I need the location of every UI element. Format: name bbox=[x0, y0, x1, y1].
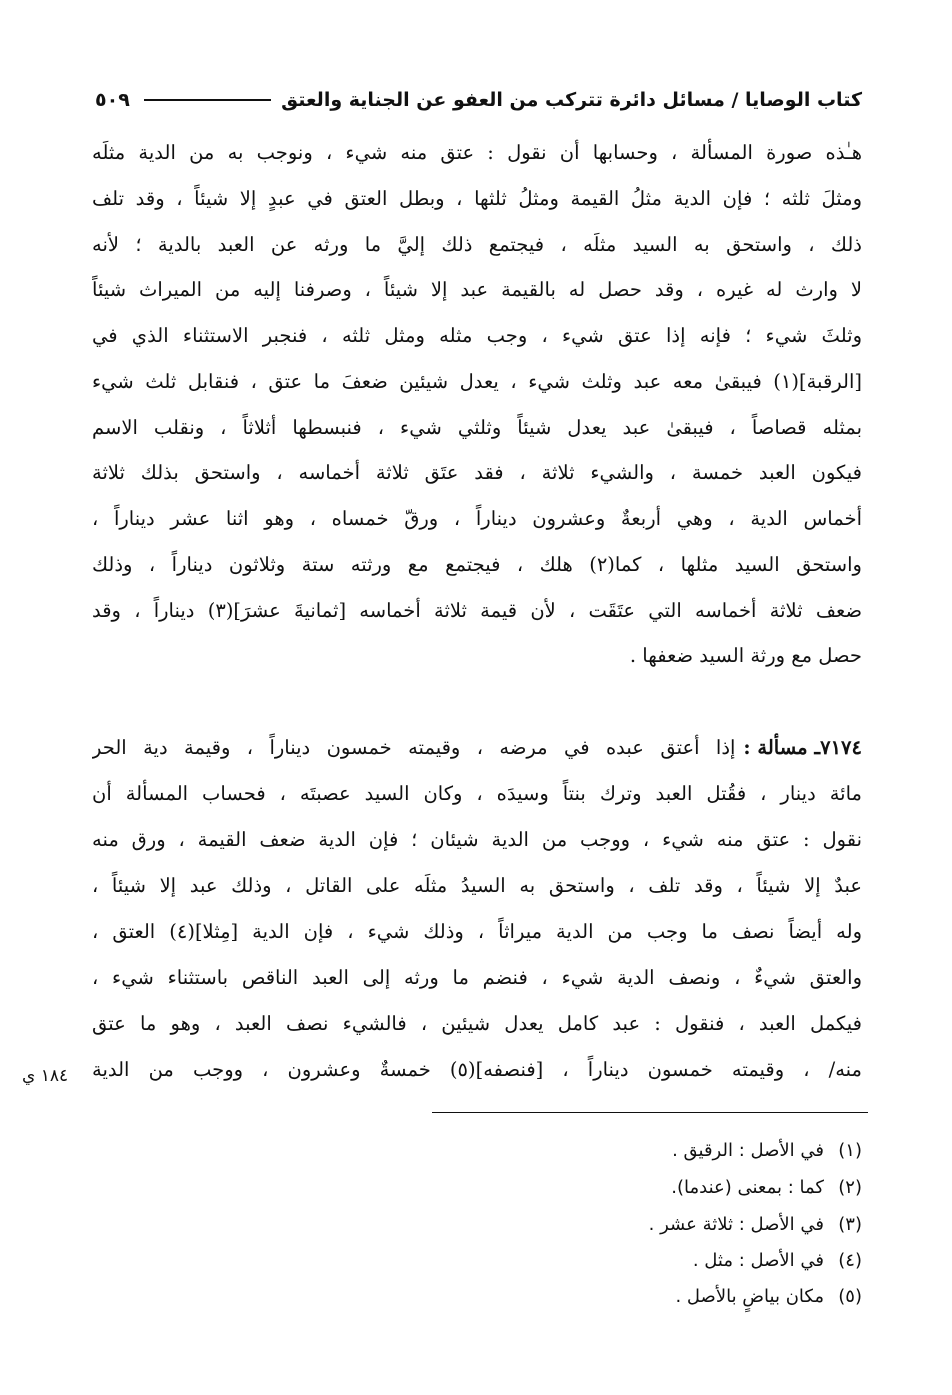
text-line: منه/ ، وقيمته خمسون ديناراً ، [فنصفه](٥) خمسةٌ وعشرون ، ووجب من الدية bbox=[92, 1058, 862, 1081]
text-line: نقول : عتق منه شيء ، ووجب من الدية شيئان ؛ فإن الدية ضعف القيمة ، ورق منه bbox=[92, 828, 862, 851]
footnote-divider bbox=[432, 1112, 868, 1113]
text-line: ومثلَ ثلثه ؛ فإن الدية مثلُ القيمة ومثلُ ثلثها ، وبطل العتق في عبدٍ إلا شيئاً ، وقد تلف bbox=[92, 187, 862, 210]
text-line: لا وارث له غيره ، وقد حصل له بالقيمة عبد إلا شيئاً ، وصرفنا إليه من الميراث شيئاً bbox=[92, 278, 862, 301]
header-rule bbox=[144, 99, 271, 101]
footnote-number: (٢) bbox=[838, 1177, 862, 1198]
page-number: ٥٠٩ bbox=[95, 89, 130, 111]
text-line bbox=[92, 733, 862, 763]
text-line: واستحق السيد مثلها ، كما(٢) هلك ، فيجتمع مع ورثته ستة وثلاثون ديناراً ، وذلك bbox=[92, 553, 862, 576]
footnote-text: في الأصل : ثلاثة عشر . bbox=[648, 1214, 824, 1235]
footnote-number: (١) bbox=[838, 1140, 862, 1161]
section-first-line: إذا أعتق عبده في مرضه ، وقيمته خمسون ديناراً ، وقيمة دية الحر bbox=[92, 736, 736, 759]
text-line: [الرقبة](١) فيبقىٰ معه عبد وثلث شيء ، يعدل شيئين ضعفَ ما عتق ، فنقابل ثلث شيء bbox=[92, 370, 862, 393]
text-line: ضعف ثلاثة أخماسه التي عتَقَت ، لأن قيمة ثلاثة أخماسه [ثمانيةَ عشرَ](٣) ديناراً ، وقد bbox=[92, 599, 862, 622]
section-number: ٧١٧٤ـ مسألة : bbox=[743, 736, 862, 759]
text-line: فيكون العبد خمسة ، والشيء ثلاثة ، فقد عتَق ثلاثة أخماسه ، واستحق بذلك ثلاثة bbox=[92, 461, 862, 484]
text-line: عبدٌ إلا شيئاً ، وقد تلف ، واستحق به السيدُ مثلَه على القاتل ، وذلك عبد إلا شيئاً ، bbox=[92, 874, 862, 897]
footnote-text: في الأصل : مثل . bbox=[692, 1250, 824, 1271]
text-line: ذلك ، واستحق به السيد مثلَه ، فيجتمع ذلك إليَّ ما ورثه عن العبد بالدية ؛ لأنه bbox=[92, 233, 862, 256]
footnote bbox=[649, 1210, 862, 1240]
footnote bbox=[675, 1282, 862, 1312]
footnote-number: (٥) bbox=[838, 1286, 862, 1307]
text-line: مائة دينار ، فقُتل العبد وترك بنتاً وسيدَه ، وكان السيد عصبتَه ، فحساب المسألة أن bbox=[92, 782, 862, 805]
footnote-number: (٤) bbox=[838, 1250, 862, 1271]
footnote bbox=[671, 1173, 862, 1203]
footnote-text: مكان بياضٍ بالأصل . bbox=[675, 1286, 824, 1307]
footnote-text: كما : بمعنى (عندما). bbox=[671, 1177, 824, 1198]
text-line: فيكمل العبد ، فنقول : عبد كامل يعدل شيئين ، فالشيء نصف العبد ، وهو ما عتق bbox=[92, 1012, 862, 1035]
text-line: والعتق شيءٌ ، ونصف الدية شيء ، فنضم ما ورثه إلى العبد الناقص باستثناء شيء ، bbox=[92, 966, 862, 989]
footnote bbox=[672, 1136, 862, 1166]
text-line: هـٰذه صورة المسألة ، وحسابها أن نقول : عتق منه شيء ، ونوجب به من الدية مثلَه bbox=[92, 141, 862, 164]
text-line: وثلثَ شيء ؛ فإنه إذا عتق شيء ، وجب مثله ومثل ثلثه ، فنجبر الاستثناء الذي في bbox=[92, 324, 862, 347]
footnote bbox=[693, 1246, 862, 1276]
text-line: حصل مع ورثة السيد ضعفها . bbox=[629, 644, 862, 667]
header-title: كتاب الوصايا / مسائل دائرة تتركب من العفو عن الجناية والعتق bbox=[281, 89, 862, 111]
marginal-note: ١٨٤ ي bbox=[22, 1066, 69, 1086]
text-line: وله أيضاً نصف ما وجب من الدية ميراثاً ، وذلك شيء ، فإن الدية [مِثلا](٤) العتق ، bbox=[92, 920, 862, 943]
running-header bbox=[95, 82, 862, 118]
footnote-text: في الأصل : الرقيق . bbox=[672, 1140, 824, 1161]
text-line: بمثله قصاصاً ، فيبقىٰ عبد يعدل شيئاً وثلثي شيء ، فنبسطها أثلاثاً ، ونقلب الاسم bbox=[92, 416, 862, 439]
footnote-number: (٣) bbox=[838, 1214, 862, 1235]
text-line: أخماس الدية ، وهي أربعةٌ وعشرون ديناراً ، ورقّ خمساه ، وهو اثنا عشر ديناراً ، bbox=[92, 507, 862, 530]
